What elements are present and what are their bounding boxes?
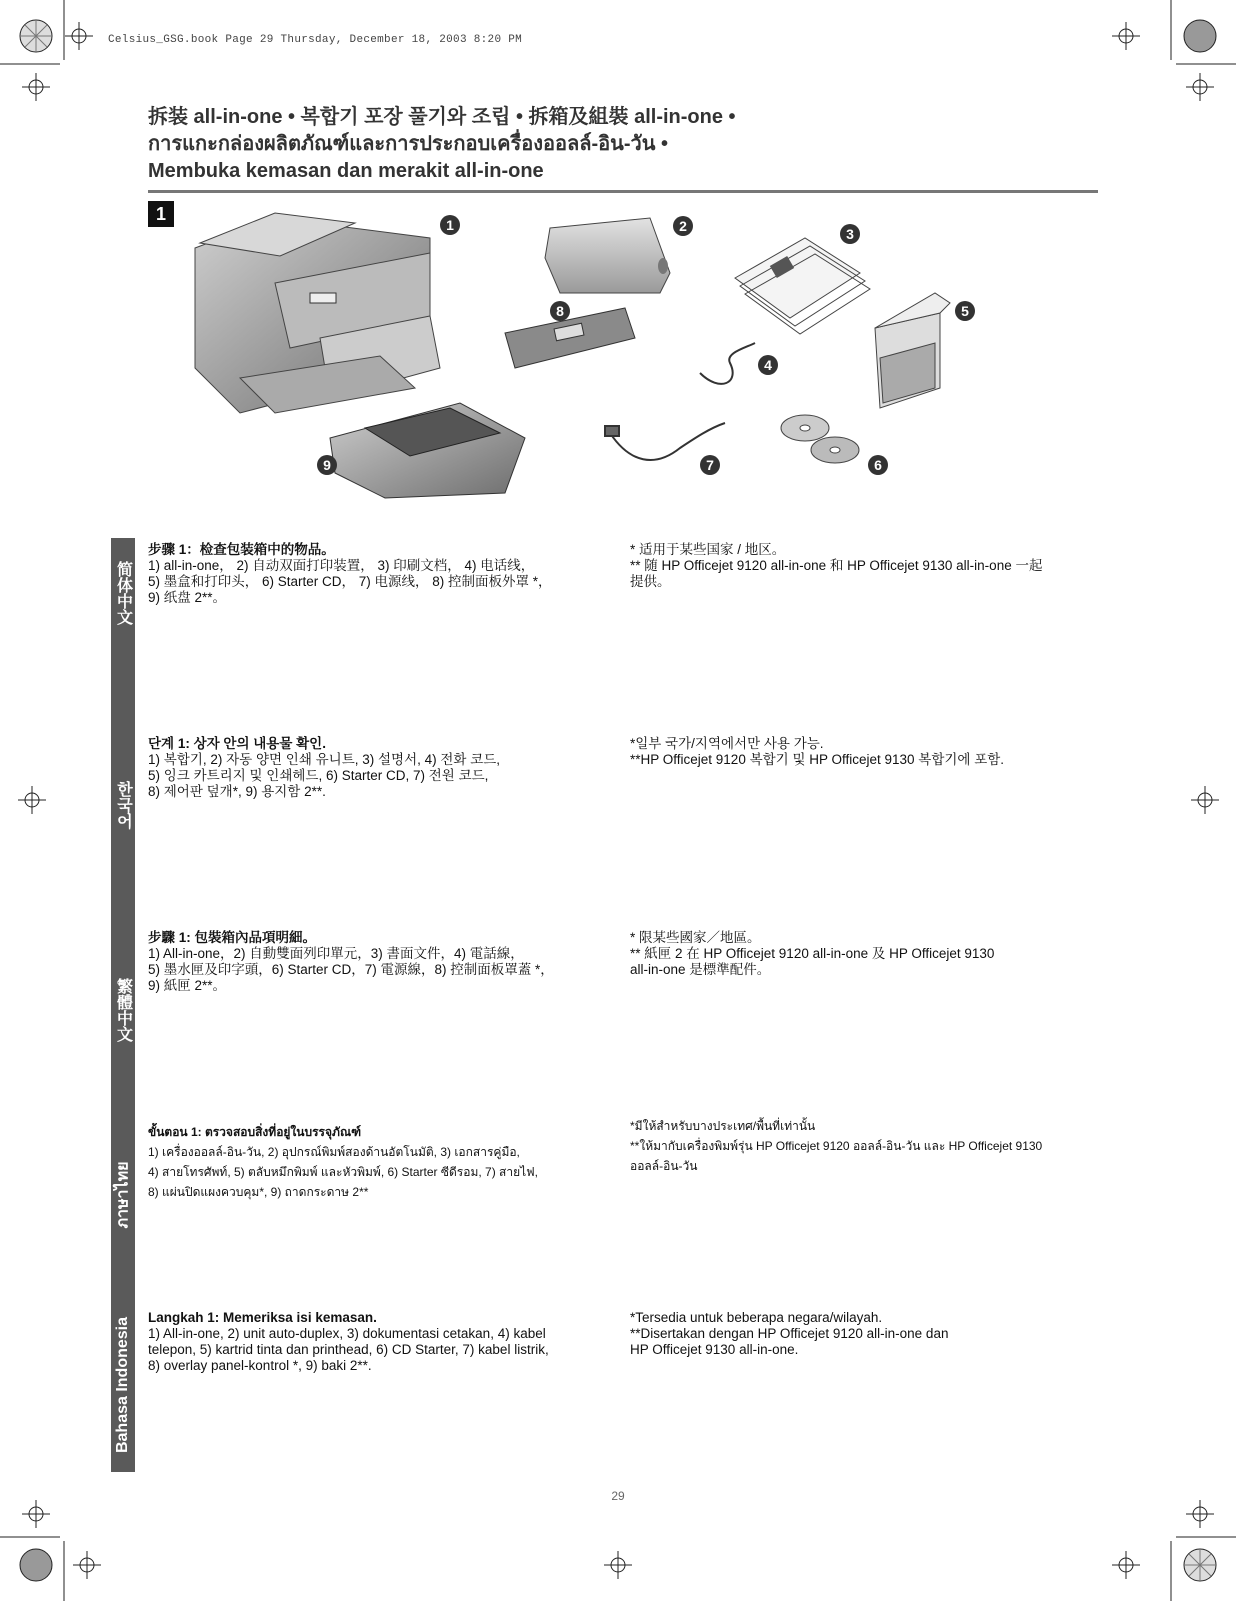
page-title (148, 104, 1098, 185)
note-line: * 限某些國家／地區。 (630, 930, 761, 945)
section-heading: 步驟 1: 包裝箱內品項明細。 (148, 930, 317, 945)
svg-text:7: 7 (706, 457, 714, 473)
duplex-unit-illustration (545, 218, 670, 293)
tab-indonesian: Bahasa Indonesia (114, 1316, 131, 1454)
svg-text:4: 4 (764, 357, 772, 373)
section-line: 9) 紙匣 2**。 (148, 978, 227, 993)
title-rule (148, 190, 1098, 193)
section-line: 1) All-in-one, 2) unit auto-duplex, 3) dokumentasi cetakan, 4) kabel (148, 1326, 546, 1341)
note-line: HP Officejet 9130 all-in-one. (630, 1342, 799, 1357)
notes-korean (630, 736, 1004, 768)
printer-illustration (195, 213, 440, 413)
svg-text:5: 5 (961, 303, 969, 319)
callout-8 (550, 301, 570, 321)
section-line: 1) เครื่องออลล์-อิน-วัน, 2) อุปกรณ์พิมพ์สองด้านอัตโนมัติ, 3) เอกสารคู่มือ, (148, 1145, 520, 1159)
note-line: ออลล์-อิน-วัน (630, 1159, 698, 1173)
section-line: 1) all-in-one， 2) 自动双面打印装置， 3) 印刷文档， 4) 电话线， (148, 558, 535, 573)
callout-3 (840, 224, 860, 244)
section-line: 5) 잉크 카트리지 및 인쇄헤드, 6) Starter CD, 7) 전원 코드, (148, 768, 489, 783)
note-line: **HP Officejet 9120 복합기 및 HP Officejet 9130 복합기에 포함. (630, 752, 1005, 767)
callout-9 (317, 455, 337, 475)
svg-text:2: 2 (679, 218, 687, 234)
section-line: 8) 제어판 덮개*, 9) 용지함 2**. (148, 784, 326, 799)
section-heading: 단계 1: 상자 안의 내용물 확인. (148, 736, 326, 751)
svg-text:6: 6 (874, 457, 882, 473)
power-cord-illustration (605, 423, 725, 460)
section-simplified-chinese (148, 542, 552, 606)
tab-traditional-chinese: 繁體中文 (114, 978, 132, 1042)
print-header: Celsius_GSG.book Page 29 Thursday, December 18, 2003 8:20 PM (108, 34, 523, 46)
phone-cord-illustration (700, 343, 755, 384)
callout-7 (700, 455, 720, 475)
title-line-2: การแกะกล่องผลิตภัณฑ์และการประกอบเครื่องออลล์-อิน-วัน • (148, 133, 668, 155)
note-line: all-in-one 是標準配件。 (630, 962, 771, 977)
note-line: **ให้มากับเครื่องพิมพ์รุ่น HP Officejet 9120 ออลล์-อิน-วัน และ HP Officejet 9130 (630, 1139, 1043, 1153)
cd-illustration (781, 415, 859, 463)
notes-indonesian (630, 1310, 948, 1358)
tab-korean: 한국어 (114, 781, 132, 829)
tab-thai: ภาษาไทย (114, 1161, 132, 1229)
section-line: telepon, 5) kartrid tinta dan printhead, 6) CD Starter, 7) kabel listrik, (148, 1342, 549, 1357)
page-number: 29 (611, 1489, 625, 1503)
title-line-3: Membuka kemasan dan merakit all-in-one (148, 160, 544, 182)
paper-tray-illustration (330, 403, 525, 498)
note-line: * 适用于某些国家 / 地区。 (630, 542, 786, 557)
notes-traditional-chinese (630, 930, 994, 978)
notes-thai (630, 1116, 1042, 1176)
section-indonesian (148, 1310, 549, 1374)
section-line: 8) overlay panel-kontrol *, 9) baki 2**. (148, 1358, 372, 1373)
section-heading: ขั้นตอน 1: ตรวจสอบสิ่งที่อยู่ในบรรจุภัณฑ์ (148, 1125, 362, 1139)
note-line: *일부 국가/지역에서만 사용 가능. (630, 736, 824, 751)
callout-4 (758, 355, 778, 375)
section-line: 1) 복합기, 2) 자동 양면 인쇄 유니트, 3) 설명서, 4) 전화 코드, (148, 752, 501, 767)
svg-text:3: 3 (846, 226, 854, 242)
section-korean (148, 736, 500, 800)
notes-simplified-chinese (630, 542, 1042, 590)
control-panel-overlay-illustration (505, 308, 635, 368)
svg-text:9: 9 (323, 457, 331, 473)
documents-illustration (735, 238, 870, 334)
note-line: 提供。 (630, 574, 671, 589)
note-line: **Disertakan dengan HP Officejet 9120 all-in-one dan (630, 1326, 949, 1341)
svg-text:8: 8 (556, 303, 564, 319)
title-line-1: 拆装 all-in-one • 복합기 포장 풀기와 조립 • 拆箱及組裝 all-in-one • (148, 106, 736, 128)
section-heading: 步骤 1：检查包装箱中的物品。 (148, 542, 335, 557)
tab-simplified-chinese: 简体中文 (114, 561, 132, 625)
note-line: ** 随 HP Officejet 9120 all-in-one 和 HP Officejet 9130 all-in-one 一起 (630, 558, 1043, 573)
section-line: 9) 纸盘 2**。 (148, 590, 227, 605)
section-traditional-chinese (148, 930, 554, 994)
package-contents-illustration (180, 198, 1060, 508)
cartridge-box-illustration (875, 293, 950, 408)
callout-5 (955, 301, 975, 321)
section-line: 1) All-in-one，2) 自動雙面列印單元，3) 書面文件，4) 電話線， (148, 946, 524, 961)
note-line: ** 紙匣 2 在 HP Officejet 9120 all-in-one 及 HP Officejet 9130 (630, 946, 995, 961)
note-line: *มีให้สำหรับบางประเทศ/พื้นที่เท่านั้น (630, 1119, 816, 1133)
section-thai (148, 1122, 538, 1202)
section-line: 4) สายโทรศัพท์, 5) ตลับหมึกพิมพ์ และหัวพิมพ์, 6) Starter ซีดีรอม, 7) สายไฟ, (148, 1165, 538, 1179)
callout-2 (673, 216, 693, 236)
svg-text:1: 1 (446, 217, 454, 233)
note-line: *Tersedia untuk beberapa negara/wilayah. (630, 1310, 883, 1325)
section-line: 5) 墨水匣及印字頭，6) Starter CD，7) 電源線，8) 控制面板罩蓋 *， (148, 962, 554, 977)
callout-1 (440, 215, 460, 235)
section-line: 5) 墨盒和打印头， 6) Starter CD， 7) 电源线， 8) 控制面板外罩 *， (148, 574, 552, 589)
step-number-badge: 1 (148, 201, 174, 227)
callout-6 (868, 455, 888, 475)
section-heading: Langkah 1: Memeriksa isi kemasan. (148, 1310, 377, 1325)
section-line: 8) แผ่นปิดแผงควบคุม*, 9) ถาดกระดาษ 2** (148, 1185, 369, 1199)
